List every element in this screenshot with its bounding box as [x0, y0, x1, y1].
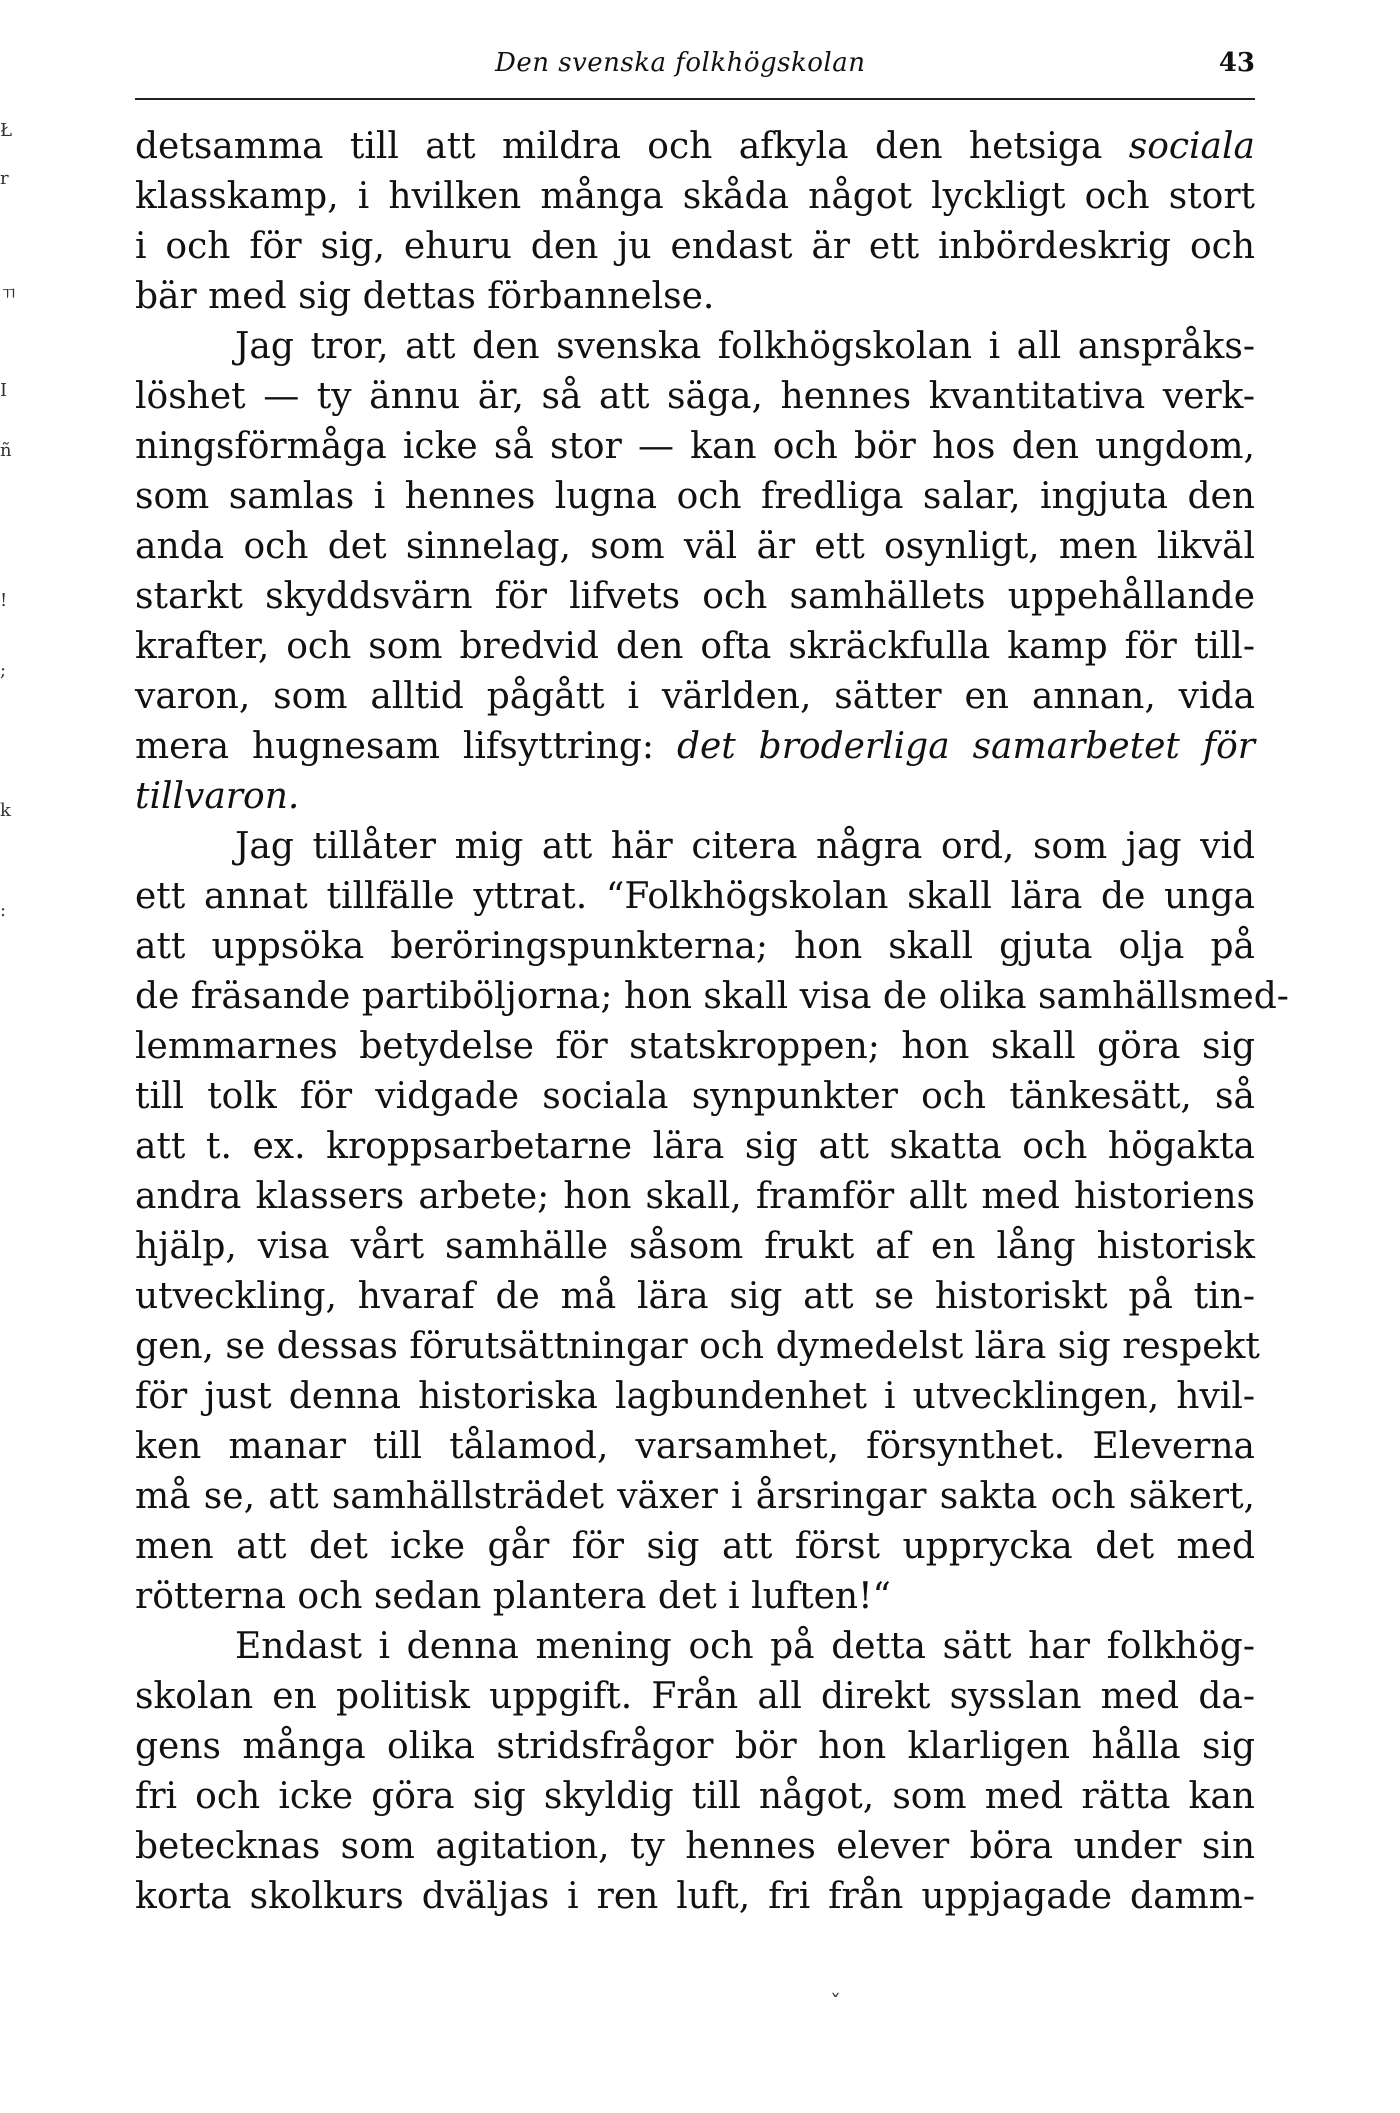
page-body: [135, 122, 1289, 1922]
running-header: [135, 48, 1255, 98]
header-rule: [135, 98, 1255, 100]
left-margin-bleed: Ł r ㄲ I ñ ! ; k :: [0, 120, 18, 921]
text-line: som samlas i hennes lugna och fredliga salar, ingjuta den: [135, 476, 1255, 517]
text-line: krafter, och som bredvid den ofta skräckfulla kamp för till-: [135, 626, 1255, 667]
text-line: för just denna historiska lagbundenhet i utvecklingen, hvil-: [135, 1376, 1255, 1417]
text-line: Jag tror, att den svenska folkhögskolan i all anspråks-: [235, 326, 1255, 367]
text-line: rötterna och sedan plantera det i luften!“: [135, 1576, 891, 1617]
text-line: gens många olika stridsfrågor bör hon klarligen hålla sig: [135, 1726, 1255, 1767]
text-line: ken manar till tålamod, varsamhet, försynthet. Eleverna: [135, 1426, 1255, 1467]
text-line: fri och icke göra sig skyldig till något, som med rätta kan: [135, 1776, 1255, 1817]
text-line: i och för sig, ehuru den ju endast är ett inbördeskrig och: [135, 226, 1255, 267]
text-line: tillvaron.: [135, 776, 300, 817]
text-line: skolan en politisk uppgift. Från all direkt sysslan med da-: [135, 1676, 1255, 1717]
text-line: starkt skyddsvärn för lifvets och samhällets uppehållande: [135, 576, 1255, 617]
text-line: betecknas som agitation, ty hennes elever böra under sin: [135, 1826, 1255, 1867]
text-line: detsamma till att mildra och afkyla den hetsiga sociala: [135, 126, 1255, 167]
text-line: Endast i denna mening och på detta sätt har folkhög-: [235, 1626, 1255, 1667]
text-line: anda och det sinnelag, som väl är ett osynligt, men likväl: [135, 526, 1255, 567]
text-line: bär med sig dettas förbannelse.: [135, 276, 715, 317]
text-line: men att det icke går för sig att först upprycka det med: [135, 1526, 1255, 1567]
print-mark: ˇ: [830, 1992, 841, 2017]
text-line: utveckling, hvaraf de må lära sig att se historiskt på tin-: [135, 1276, 1255, 1317]
page-number: 43: [1218, 48, 1255, 78]
text-line: Jag tillåter mig att här citera några ord, som jag vid: [235, 826, 1255, 867]
text-line: att uppsöka beröringspunkterna; hon skall gjuta olja på: [135, 926, 1255, 967]
text-line: må se, att samhällsträdet växer i årsringar sakta och säkert,: [135, 1476, 1255, 1517]
text-line: ett annat tillfälle yttrat. “Folkhögskolan skall lära de unga: [135, 876, 1255, 917]
text-line: mera hugnesam lifsyttring: det broderliga samarbetet för: [135, 726, 1255, 767]
text-line: hjälp, visa vårt samhälle såsom frukt af en lång historisk: [135, 1226, 1255, 1267]
text-line: löshet — ty ännu är, så att säga, hennes kvantitativa verk-: [135, 376, 1255, 417]
text-line: klasskamp, i hvilken många skåda något lyckligt och stort: [135, 176, 1255, 217]
text-line: lemmarnes betydelse för statskroppen; hon skall göra sig: [135, 1026, 1255, 1067]
running-title: Den svenska folkhögskolan: [495, 48, 866, 78]
text-line: varon, som alltid pågått i världen, sätter en annan, vida: [135, 676, 1255, 717]
text-line: gen, se dessas förutsättningar och dymedelst lära sig respekt: [135, 1326, 1260, 1367]
text-line: att t. ex. kroppsarbetarne lära sig att skatta och högakta: [135, 1126, 1255, 1167]
text-line: de fräsande partiböljorna; hon skall visa de olika samhällsmed-: [135, 976, 1289, 1017]
text-line: till tolk för vidgade sociala synpunkter och tänkesätt, så: [135, 1076, 1255, 1117]
text-line: korta skolkurs dväljas i ren luft, fri från uppjagade damm-: [135, 1876, 1255, 1917]
text-line: andra klassers arbete; hon skall, framför allt med historiens: [135, 1176, 1255, 1217]
text-line: ningsförmåga icke så stor — kan och bör hos den ungdom,: [135, 426, 1255, 467]
